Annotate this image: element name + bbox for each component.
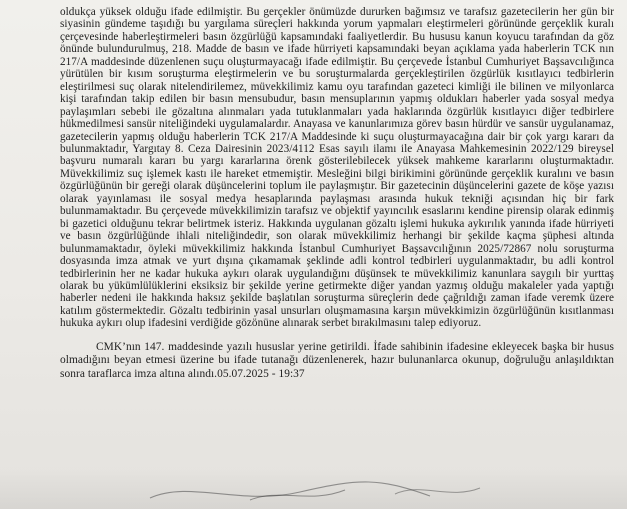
paper-shadow bbox=[0, 469, 627, 509]
statement-text bbox=[60, 6, 614, 381]
body-paragraph-2: CMK’nın 147. maddesinde yazılı hususlar yerine getirildi. İfade sahibinin ifadesine ekleyecek başka bir husus olmadığını beyan etmesi üzerine bu ifade tutanağı düzenlenerek, hazır bulunanlarca okunup, doğruluğu anlaşıldıktan sonra taraflarca imza altına alındı.05.07.2025 - 19:37 bbox=[60, 340, 614, 380]
body-paragraph-1: oldukça yüksek olduğu ifade edilmiştir. Bu gerçekler önümüzde dururken bağımsız ve tarafsız gazetecilerin her gün bir siyasinin gündeme taşıdığı bu yargılama süreçleri hakkında yorum yapmaları eleştirmeleri görününde gerçeklik kuralı çerçevesinde haberleştirmeleri basın özgürlüğü kapsamındaki faaliyetlerdir. Bu hususu kanun koyucu tarafından da göz önünde bulundurulmuş, 218. Madde de basın ve ifade hürriyeti kapsamındaki beyan açıklama yada haberlerin TCK nın 217/A maddesinde düzenlenen suçu oluşturmayacağı ifade edilmiştir. Bu çerçevede İstanbul Cumhuriyet Başsavcılığınca yürütülen bir kısım soruşturma eleştirmelerin ve bu soruşturmalarda gerçekleştirilen özgürlük kısıtlayıcı tedbirlerin eleştirilmesi suç olarak nitelendirilemez, müvekkilimiz kamu oyu tarafından gazeteci kimliği ile bilinen ve milyonlarca kişi tarafından takip edilen bir basın mensubudur, basın mensuplarının yapmış oldukları haberler yada sosyal medya paylaşımları sebebi ile gözaltına alınmaları yada tutuklanmaları yada haklarında özgürlük kısıtlayıcı diğer tedbirlere hükmedilmesi sansür niteliğindeki uygulamalardır. Anayasa ve kanunlarımıza görev basın hürdür ve sansür uygulanamaz, gazetecilerin yapmış olduğu haberlerin TCK 217/A Maddesinde ki suçu oluşturmayacağına dair bir çok yargı kararı da bulunmaktadır, Yargıtay 8. Ceza Dairesinin 2023/4112 Esas sayılı ilamı ile Anayasa Mahkemesinin 2022/129 bireysel başvuru numaralı kararı bu yargı kararlarına örenk gösterilebilecek yüksek mahkeme kararlarını oluşturmaktadır. Müvekkilimiz suç işlemek kastı ile hareket etmemiştir. Mesleğini bilgi birikimini görününde gerçeklik kuralını ve basın özgürlüğünün bir gereği olarak düşüncelerini toplum ile paylaşmıştır. Bir gazetecinin düşüncelerini gazete de köşe yazısı olarak yayınlaması ile sosyal medya hesaplarında paylaşması arasında hukuk tekniği açısından hiç bir fark bulunmamaktadır. Bu çerçevede müvekkilimizin tarafsız ve objektif yayıncılık esaslarını kendine pirensip olarak edinmiş bi gazetici olduğunu tekrar belirtmek isteriz. Hakkında uygulanan gözaltı işlemi hukuka aykırılık yanında ifade hürriyeti ve basın özgürlüğünde ihlali niteliğindedir, son olarak müvekkilimiz herhangi bir şekilde kaçma şüphesi altında bulunmamaktadır, öyleki müvekkilimiz hakkında İstanbul Cumhuriyet Başsavcılığının 2025/72867 nolu soruşturma dosyasında imza atmak ve yurt dışına çıkamamak şeklinde adli kontrol tedbirleri uygulanmaktadır, bu adli kontrol tedbirlerinin her ne kadar hukuka aykırı olarak uygulandığını düşünsek te müvekkilimiz kanunlara saygılı bir yurttaş olarak bu yükümlülüklerini eksiksiz bir şekilde yerine getirmekte diğer yandan yazmış olduğu makaleler yada yaptığı haberler nedeni ile hakkında haksız şekilde başlatılan soruşturma süreçlerin dede çağrıldığı zaman ifade veremk üzere katılım göstermektedir. Gözaltı tedbirinin yasal unsurları oluşmamasına karşın müvekkimizin özgürlüğünün kısıtlanması hukuka aykırı olup ifadesini verdiğide gözönüne alınarak serbet bırakılmasını talep ediyoruz. bbox=[60, 6, 614, 330]
